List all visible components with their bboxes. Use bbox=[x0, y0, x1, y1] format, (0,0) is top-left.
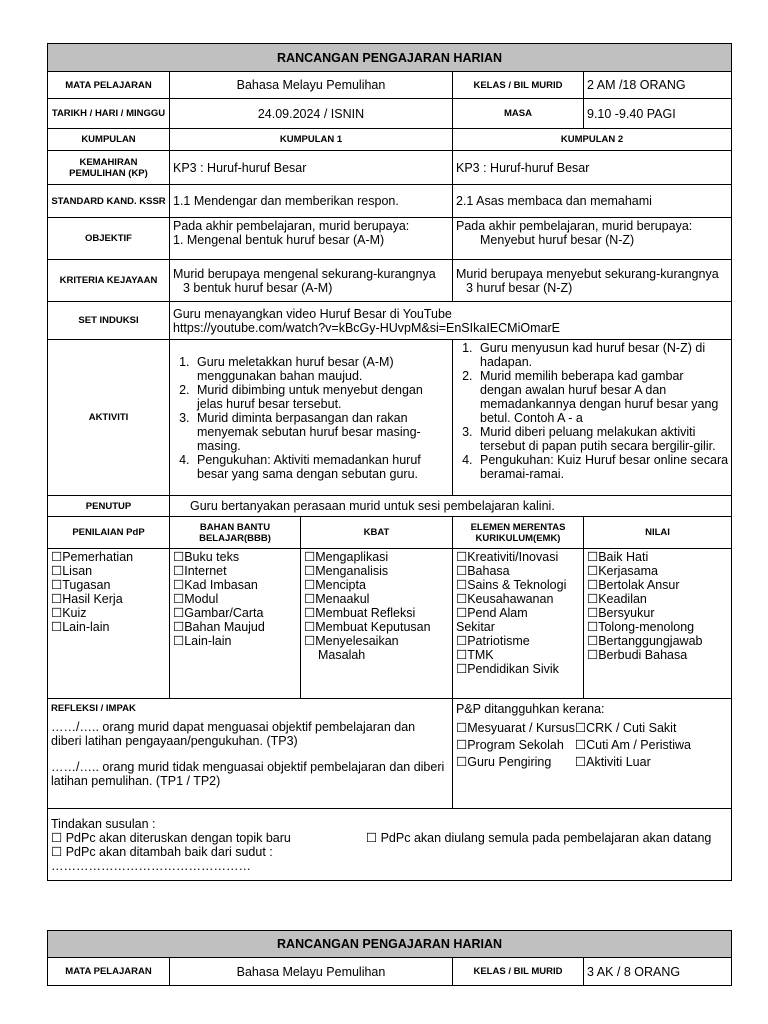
tangguh-checkbox[interactable]: ☐ Mesyuarat / Kursus bbox=[456, 720, 575, 737]
label-aktiviti: AKTIVITI bbox=[48, 340, 170, 496]
objektif-1-item: 1. Mengenal bentuk huruf besar (A-M) bbox=[173, 233, 385, 247]
plan2-label-kelas: KELAS / BIL MURID bbox=[453, 958, 584, 986]
tangguh-cell bbox=[453, 699, 732, 809]
aktiviti-group-1 bbox=[170, 340, 453, 496]
aktiviti-group-2 bbox=[453, 340, 732, 496]
aktiviti-2-item: 4. Pengukuhan: Kuiz Huruf besar online secara beramai-ramai. bbox=[476, 453, 728, 481]
kbat-list bbox=[304, 550, 449, 648]
bbb-checkbox[interactable]: ☐ Buku teks bbox=[173, 550, 297, 564]
nilai-checkbox[interactable]: ☐ Bertanggungjawab bbox=[587, 634, 728, 648]
set-induksi bbox=[170, 302, 732, 340]
standard-group-2: 2.1 Asas membaca dan memahami bbox=[453, 185, 732, 218]
kriteria-2-line2: 3 huruf besar (N-Z) bbox=[466, 280, 573, 295]
bbb-checkbox[interactable]: ☐ Bahan Maujud bbox=[173, 620, 297, 634]
bbb-list bbox=[173, 550, 297, 648]
label-tarikh: TARIKH / HARI / MINGGU bbox=[48, 99, 170, 129]
nilai-checkbox[interactable]: ☐ Kerjasama bbox=[587, 564, 728, 578]
label-kelas: KELAS / BIL MURID bbox=[453, 72, 584, 99]
tangguh-checkbox[interactable]: ☐ Aktiviti Luar bbox=[575, 754, 691, 771]
kriteria-2-line: Murid berupaya menyebut sekurang-kurangnya bbox=[456, 266, 719, 281]
bbb-cell bbox=[170, 549, 301, 699]
tindakan-dots: ………………………………………… bbox=[51, 858, 251, 873]
penilaian-checkbox[interactable]: ☐ Tugasan bbox=[51, 578, 166, 592]
label-masa: MASA bbox=[453, 99, 584, 129]
standard-group-1: 1.1 Mendengar dan memberikan respon. bbox=[170, 185, 453, 218]
label-kriteria: KRITERIA KEJAYAAN bbox=[48, 260, 170, 302]
plan2-label-mata-pelajaran: MATA PELAJARAN bbox=[48, 958, 170, 986]
emk-continuation: Sekitar bbox=[456, 620, 495, 634]
tangguh-checkbox[interactable]: ☐ Program Sekolah bbox=[456, 737, 575, 754]
kbat-checkbox[interactable]: ☐ Membuat Refleksi bbox=[304, 606, 449, 620]
kp-group-1: KP3 : Huruf-huruf Besar bbox=[170, 151, 453, 185]
label-emk: ELEMEN MERENTAS KURIKULUM(EMK) bbox=[453, 517, 584, 549]
objektif-group-2 bbox=[453, 218, 732, 260]
nilai-checkbox[interactable]: ☐ Keadilan bbox=[587, 592, 728, 606]
tindakan-b-label: PdPc akan diulang semula pada pembelajaran akan datang bbox=[380, 830, 712, 845]
tindakan-row bbox=[51, 831, 728, 845]
objektif-group-1 bbox=[170, 218, 453, 260]
aktiviti-1-item: 3. Murid diminta berpasangan dan rakan menyemak sebutan huruf besar masing-masing. bbox=[193, 411, 449, 453]
kumpulan-1: KUMPULAN 1 bbox=[170, 129, 453, 151]
penilaian-checkbox[interactable]: ☐ Lisan bbox=[51, 564, 166, 578]
tangguh-checkbox[interactable]: ☐ CRK / Cuti Sakit bbox=[575, 720, 691, 737]
tindakan-c[interactable]: ☐ PdPc akan ditambah baik dari sudut : bbox=[51, 844, 273, 859]
nilai-cell bbox=[584, 549, 732, 699]
bbb-checkbox[interactable]: ☐ Gambar/Carta bbox=[173, 606, 297, 620]
label-penilaian: PENILAIAN PdP bbox=[48, 517, 170, 549]
label-bbb: BAHAN BANTU BELAJAR(BBB) bbox=[170, 517, 301, 549]
aktiviti-2-item: 1. Guru menyusun kad huruf besar (N-Z) di hadapan. bbox=[476, 341, 728, 369]
tindakan-c-label: PdPc akan ditambah baik dari sudut : bbox=[65, 844, 273, 859]
aktiviti-1-item: 1. Guru meletakkan huruf besar (A-M) menggunakan bahan maujud. bbox=[193, 355, 449, 383]
tangguh-right-list bbox=[575, 720, 691, 771]
nilai-checkbox[interactable]: ☐ Bertolak Ansur bbox=[587, 578, 728, 592]
tangguh-checkbox[interactable]: ☐ Cuti Am / Peristiwa bbox=[575, 737, 691, 754]
label-kumpulan: KUMPULAN bbox=[48, 129, 170, 151]
label-objektif: OBJEKTIF bbox=[48, 218, 170, 260]
emk-list-2 bbox=[456, 634, 580, 676]
kelas-value: 2 AM /18 ORANG bbox=[584, 72, 732, 99]
tangguh-left-list bbox=[456, 720, 575, 771]
nilai-checkbox[interactable]: ☐ Bersyukur bbox=[587, 606, 728, 620]
objektif-2-intro: Pada akhir pembelajaran, murid berupaya: bbox=[456, 219, 693, 233]
penilaian-checkbox[interactable]: ☐ Lain-lain bbox=[51, 620, 166, 634]
emk-checkbox[interactable]: ☐ Keusahawanan bbox=[456, 592, 580, 606]
kbat-cell bbox=[301, 549, 453, 699]
kbat-checkbox[interactable]: ☐ Menyelesaikan bbox=[304, 634, 449, 648]
kriteria-1-line: Murid berupaya mengenal sekurang-kurangnya bbox=[173, 266, 436, 281]
nilai-checkbox[interactable]: ☐ Berbudi Bahasa bbox=[587, 648, 728, 662]
refleksi-tp3: ……/….. orang murid dapat menguasai objektif pembelajaran dan diberi latihan pengayaan/pengukuhan. (TP3) bbox=[51, 720, 416, 748]
aktiviti-2-list bbox=[456, 341, 728, 481]
emk-checkbox[interactable]: ☐ Pend Alam bbox=[456, 606, 580, 620]
bbb-checkbox[interactable]: ☐ Internet bbox=[173, 564, 297, 578]
masa-value: 9.10 -9.40 PAGI bbox=[584, 99, 732, 129]
bbb-checkbox[interactable]: ☐ Kad Imbasan bbox=[173, 578, 297, 592]
label-kbat: KBAT bbox=[301, 517, 453, 549]
kbat-checkbox[interactable]: ☐ Mengaplikasi bbox=[304, 550, 449, 564]
label-refleksi: REFLEKSI / IMPAK bbox=[51, 703, 136, 714]
kbat-checkbox[interactable]: ☐ Membuat Keputusan bbox=[304, 620, 449, 634]
penilaian-list bbox=[51, 550, 166, 634]
label-kemahiran: KEMAHIRAN PEMULIHAN (KP) bbox=[48, 151, 170, 185]
label-nilai: NILAI bbox=[584, 517, 732, 549]
plan2-mata-pelajaran-value: Bahasa Melayu Pemulihan bbox=[170, 958, 453, 986]
label-mata-pelajaran: MATA PELAJARAN bbox=[48, 72, 170, 99]
kbat-checkbox[interactable]: ☐ Menaakul bbox=[304, 592, 449, 606]
lesson-plan-table-2 bbox=[47, 930, 732, 986]
kriteria-group-1 bbox=[170, 260, 453, 302]
aktiviti-1-item: 4. Pengukuhan: Aktiviti memadankan huruf besar yang sama dengan sebutan guru. bbox=[193, 453, 449, 481]
objektif-2-item: Menyebut huruf besar (N-Z) bbox=[480, 233, 635, 247]
aktiviti-2-item: 2. Murid memilih beberapa kad gambar dengan awalan huruf besar A dan memadankannya dengan huruf besar yang betul. Contoh A - a bbox=[476, 369, 728, 425]
kbat-checkbox[interactable]: ☐ Menganalisis bbox=[304, 564, 449, 578]
kp-group-2: KP3 : Huruf-huruf Besar bbox=[453, 151, 732, 185]
tindakan-a-label: PdPc akan diteruskan dengan topik baru bbox=[65, 830, 291, 845]
penutup-text: Guru bertanyakan perasaan murid untuk sesi pembelajaran kalini. bbox=[170, 496, 732, 517]
aktiviti-1-item: 2. Murid dibimbing untuk menyebut dengan jelas huruf besar tersebut. bbox=[193, 383, 449, 411]
emk-checkbox[interactable]: ☐ Sains & Teknologi bbox=[456, 578, 580, 592]
emk-checkbox[interactable]: ☐ Patriotisme bbox=[456, 634, 580, 648]
lesson-plan-table bbox=[47, 43, 732, 881]
aktiviti-2-item: 3. Murid diberi peluang melakukan aktiviti tersebut di papan putih secara bergilir-gilir. bbox=[476, 425, 728, 453]
tindakan-a[interactable]: ☐ PdPc akan diteruskan dengan topik baru bbox=[51, 830, 291, 845]
label-standard: STANDARD KAND. KSSR bbox=[48, 185, 170, 218]
penilaian-checkbox[interactable]: ☐ Kuiz bbox=[51, 606, 166, 620]
tindakan-title: Tindakan susulan : bbox=[51, 816, 156, 831]
kbat-checkbox[interactable]: ☐ Mencipta bbox=[304, 578, 449, 592]
kriteria-group-2 bbox=[453, 260, 732, 302]
label-penutup: PENUTUP bbox=[48, 496, 170, 517]
penilaian-checkbox[interactable]: ☐ Pemerhatian bbox=[51, 550, 166, 564]
emk-checkbox[interactable]: ☐ Bahasa bbox=[456, 564, 580, 578]
plan2-kelas-value: 3 AK / 8 ORANG bbox=[584, 958, 732, 986]
kbat-continuation: Masalah bbox=[318, 648, 366, 662]
plan2-title: RANCANGAN PENGAJARAN HARIAN bbox=[48, 931, 732, 958]
emk-checkbox[interactable]: ☐ Pendidikan Sivik bbox=[456, 662, 580, 676]
plan-title: RANCANGAN PENGAJARAN HARIAN bbox=[48, 44, 732, 72]
mata-pelajaran-value: Bahasa Melayu Pemulihan bbox=[170, 72, 453, 99]
tangguh-options bbox=[456, 720, 728, 771]
kriteria-1-line2: 3 bentuk huruf besar (A-M) bbox=[183, 280, 333, 295]
label-set-induksi: SET INDUKSI bbox=[48, 302, 170, 340]
kumpulan-2: KUMPULAN 2 bbox=[453, 129, 732, 151]
tangguh-title: P&P ditangguhkan kerana: bbox=[456, 702, 605, 716]
aktiviti-1-list bbox=[173, 355, 449, 481]
emk-checkbox[interactable]: ☐ TMK bbox=[456, 648, 580, 662]
objektif-1-intro: Pada akhir pembelajaran, murid berupaya: bbox=[173, 219, 410, 233]
nilai-checkbox[interactable]: ☐ Tolong-menolong bbox=[587, 620, 728, 634]
emk-list bbox=[456, 550, 580, 620]
refleksi-cell bbox=[48, 699, 453, 809]
nilai-checkbox[interactable]: ☐ Baik Hati bbox=[587, 550, 728, 564]
tangguh-checkbox[interactable]: ☐ Guru Pengiring bbox=[456, 754, 575, 771]
penilaian-cell bbox=[48, 549, 170, 699]
youtube-link[interactable]: https://youtube.com/watch?v=kBcGy-HUvpM&si=EnSIkaIECMiOmarE bbox=[173, 320, 560, 335]
nilai-list bbox=[587, 550, 728, 662]
tindakan-cell bbox=[48, 809, 732, 881]
bbb-checkbox[interactable]: ☐ Modul bbox=[173, 592, 297, 606]
emk-checkbox[interactable]: ☐ Kreativiti/Inovasi bbox=[456, 550, 580, 564]
tarikh-value: 24.09.2024 / ISNIN bbox=[170, 99, 453, 129]
emk-cell bbox=[453, 549, 584, 699]
penilaian-checkbox[interactable]: ☐ Hasil Kerja bbox=[51, 592, 166, 606]
bbb-checkbox[interactable]: ☐ Lain-lain bbox=[173, 634, 297, 648]
set-induksi-text: Guru menayangkan video Huruf Besar di YouTube bbox=[173, 306, 452, 321]
refleksi-tp1-tp2: ……/….. orang murid tidak menguasai objektif pembelajaran dan diberi latihan pemulihan. (TP1 / TP2) bbox=[51, 760, 445, 788]
tindakan-b[interactable]: ☐ PdPc akan diulang semula pada pembelajaran akan datang bbox=[365, 830, 712, 845]
